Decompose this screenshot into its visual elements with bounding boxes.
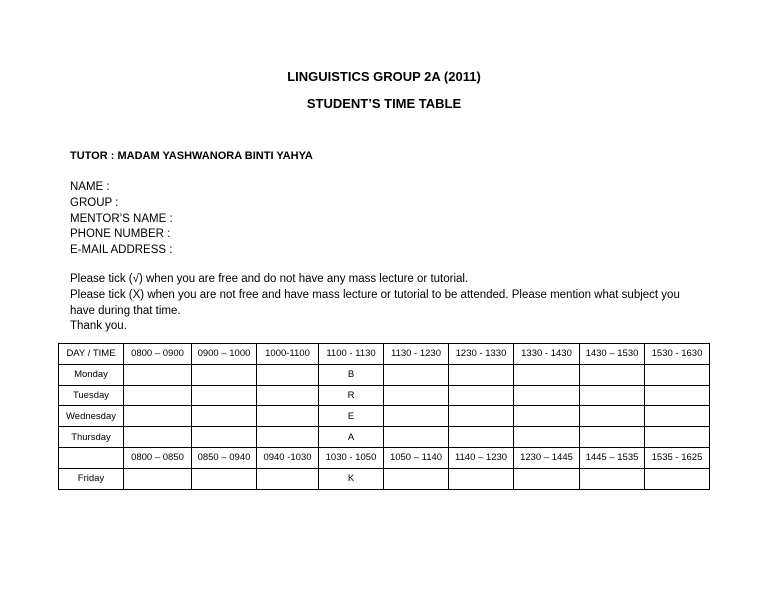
timetable-day-cell: Tuesday bbox=[59, 385, 124, 406]
timetable-cell bbox=[192, 406, 257, 427]
timetable-cell bbox=[514, 385, 580, 406]
timetable-cell bbox=[580, 406, 645, 427]
timetable-header-cell: 1530 - 1630 bbox=[645, 344, 710, 365]
timetable-day-cell: Wednesday bbox=[59, 406, 124, 427]
timetable-cell bbox=[257, 364, 319, 385]
timetable-cell: 1445 – 1535 bbox=[580, 447, 645, 468]
timetable-row bbox=[59, 385, 710, 406]
timetable-cell: E bbox=[319, 406, 384, 427]
timetable-row bbox=[59, 364, 710, 385]
timetable-day-cell: Thursday bbox=[59, 427, 124, 448]
timetable-cell: 1140 – 1230 bbox=[449, 447, 514, 468]
timetable-cell bbox=[645, 364, 710, 385]
timetable-header-cell: 1330 - 1430 bbox=[514, 344, 580, 365]
student-fields bbox=[70, 180, 173, 259]
timetable-cell bbox=[124, 468, 192, 489]
timetable-cell: 1050 – 1140 bbox=[384, 447, 449, 468]
timetable-cell: 1230 – 1445 bbox=[514, 447, 580, 468]
timetable-cell bbox=[449, 406, 514, 427]
timetable-cell bbox=[514, 468, 580, 489]
timetable-header-cell: DAY / TIME bbox=[59, 344, 124, 365]
timetable-cell bbox=[580, 385, 645, 406]
timetable-header-cell: 0800 – 0900 bbox=[124, 344, 192, 365]
timetable-cell bbox=[124, 364, 192, 385]
document-title: LINGUISTICS GROUP 2A (2011) bbox=[287, 69, 481, 84]
timetable-header-cell: 0900 – 1000 bbox=[192, 344, 257, 365]
mentor-name-field-label: MENTOR’S NAME : bbox=[70, 212, 173, 225]
timetable-cell bbox=[384, 468, 449, 489]
timetable-cell bbox=[257, 427, 319, 448]
group-field-label: GROUP : bbox=[70, 196, 119, 209]
timetable-cell bbox=[192, 385, 257, 406]
tutor-line: TUTOR : MADAM YASHWANORA BINTI YAHYA bbox=[70, 150, 313, 162]
timetable-cell: B bbox=[319, 364, 384, 385]
timetable-cell bbox=[645, 385, 710, 406]
timetable-header-cell: 1130 - 1230 bbox=[384, 344, 449, 365]
timetable-cell bbox=[449, 364, 514, 385]
timetable-cell bbox=[580, 427, 645, 448]
timetable-cell bbox=[124, 427, 192, 448]
timetable-row bbox=[59, 447, 710, 468]
timetable-row bbox=[59, 406, 710, 427]
phone-number-field-label: PHONE NUMBER : bbox=[70, 228, 171, 241]
timetable-cell bbox=[449, 427, 514, 448]
timetable-cell bbox=[580, 468, 645, 489]
timetable-cell bbox=[514, 427, 580, 448]
timetable-day-cell: Friday bbox=[59, 468, 124, 489]
timetable-row bbox=[59, 468, 710, 489]
timetable-cell bbox=[257, 385, 319, 406]
timetable-row bbox=[59, 427, 710, 448]
thank-you: Thank you. bbox=[70, 320, 127, 333]
timetable-cell: A bbox=[319, 427, 384, 448]
timetable-header-cell: 1230 - 1330 bbox=[449, 344, 514, 365]
timetable-cell: 0800 – 0850 bbox=[124, 447, 192, 468]
timetable-cell: 1535 - 1625 bbox=[645, 447, 710, 468]
timetable-cell bbox=[124, 406, 192, 427]
timetable-cell bbox=[449, 468, 514, 489]
timetable-header-cell: 1100 - 1130 bbox=[319, 344, 384, 365]
timetable-cell bbox=[645, 427, 710, 448]
timetable-cell bbox=[192, 427, 257, 448]
instruction-not-free-cont: have during that time. bbox=[70, 304, 181, 317]
instruction-free: Please tick (√) when you are free and do not have any mass lecture or tutorial. bbox=[70, 273, 469, 285]
timetable-day-cell: Monday bbox=[59, 364, 124, 385]
instruction-not-free: Please tick (X) when you are not free and have mass lecture or tutorial to be attended. Please mention what subject you bbox=[70, 288, 680, 301]
timetable-cell bbox=[514, 406, 580, 427]
timetable-cell bbox=[192, 468, 257, 489]
timetable-cell bbox=[257, 468, 319, 489]
timetable-header-cell: 1000-1100 bbox=[257, 344, 319, 365]
timetable-cell bbox=[384, 364, 449, 385]
timetable-cell: 1030 - 1050 bbox=[319, 447, 384, 468]
timetable-cell: 0940 -1030 bbox=[257, 447, 319, 468]
timetable-cell bbox=[645, 468, 710, 489]
name-field-label: NAME : bbox=[70, 181, 110, 193]
timetable-cell: K bbox=[319, 468, 384, 489]
timetable-cell bbox=[384, 406, 449, 427]
document-subtitle: STUDENT’S TIME TABLE bbox=[306, 96, 462, 111]
timetable-cell bbox=[192, 364, 257, 385]
timetable-cell: R bbox=[319, 385, 384, 406]
instructions bbox=[70, 272, 710, 335]
email-address-field-label: E-MAIL ADDRESS : bbox=[70, 244, 173, 257]
timetable-cell bbox=[645, 406, 710, 427]
timetable-cell bbox=[384, 385, 449, 406]
timetable bbox=[58, 343, 710, 490]
timetable-cell bbox=[384, 427, 449, 448]
timetable-cell bbox=[580, 364, 645, 385]
timetable-cell bbox=[257, 406, 319, 427]
timetable-header-cell: 1430 – 1530 bbox=[580, 344, 645, 365]
timetable-cell: 0850 – 0940 bbox=[192, 447, 257, 468]
timetable-day-cell bbox=[59, 447, 124, 468]
timetable-header-row bbox=[59, 344, 710, 365]
timetable-cell bbox=[124, 385, 192, 406]
timetable-cell bbox=[514, 364, 580, 385]
timetable-cell bbox=[449, 385, 514, 406]
